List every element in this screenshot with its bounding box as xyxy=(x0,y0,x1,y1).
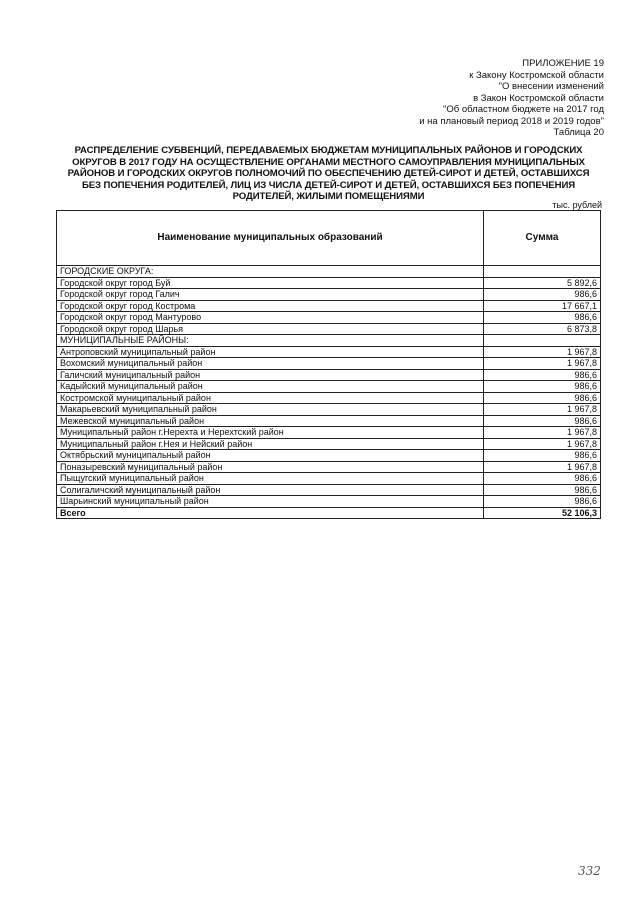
header-line: Таблица 20 xyxy=(553,127,604,138)
table-row xyxy=(57,369,601,381)
header-line: к Закону Костромской области xyxy=(469,69,604,81)
row-value: 986,6 xyxy=(484,289,601,301)
row-value: 1 967,8 xyxy=(484,346,601,358)
row-value: 1 967,8 xyxy=(484,438,601,450)
column-header-name: Наименование муниципальных образований xyxy=(57,211,484,266)
title-line: ОКРУГОВ В 2017 ГОДУ НА ОСУЩЕСТВЛЕНИЕ ОРГАНАМИ МЕСТНОГО САМОУПРАВЛЕНИЯ МУНИЦИПАЛЬНЫХ xyxy=(72,156,585,168)
row-name: Шарьинский муниципальный район xyxy=(57,496,484,508)
table-row xyxy=(57,427,601,439)
table-row xyxy=(57,277,601,289)
row-name: Костромской муниципальный район xyxy=(57,392,484,404)
table-body xyxy=(57,266,601,519)
row-name: ГОРОДСКИЕ ОКРУГА: xyxy=(57,266,484,278)
row-name: Октябрьский муниципальный район xyxy=(57,450,484,462)
row-name: Макарьевский муниципальный район xyxy=(57,404,484,416)
table-row xyxy=(57,289,601,301)
total-label: Всего xyxy=(57,507,484,519)
table-row xyxy=(57,358,601,370)
subsidy-table xyxy=(56,210,601,519)
row-value: 986,6 xyxy=(484,312,601,324)
row-value: 986,6 xyxy=(484,473,601,485)
row-name: Городской округ город Кострома xyxy=(57,300,484,312)
title-line: РАСПРЕДЕЛЕНИЕ СУБВЕНЦИЙ, ПЕРЕДАВАЕМЫХ БЮДЖЕТАМ МУНИЦИПАЛЬНЫХ РАЙОНОВ И ГОРОДСКИХ xyxy=(74,145,583,156)
row-name: Муниципальный район г.Нея и Нейский район xyxy=(57,438,484,450)
row-value: 986,6 xyxy=(484,381,601,393)
row-value: 1 967,8 xyxy=(484,358,601,370)
row-value xyxy=(484,266,601,278)
row-name: Кадыйский муниципальный район xyxy=(57,381,484,393)
document-title xyxy=(56,145,601,203)
table-row xyxy=(57,484,601,496)
row-value: 986,6 xyxy=(484,392,601,404)
row-value: 5 892,6 xyxy=(484,277,601,289)
row-name: Вохомский муниципальный район xyxy=(57,358,484,370)
table-row xyxy=(57,346,601,358)
row-name: Антроповский муниципальный район xyxy=(57,346,484,358)
table-row xyxy=(57,461,601,473)
table-row xyxy=(57,404,601,416)
row-value: 986,6 xyxy=(484,415,601,427)
total-value: 52 106,3 xyxy=(484,507,601,519)
row-name: Городской округ город Буй xyxy=(57,277,484,289)
row-name: Городской округ город Галич xyxy=(57,289,484,301)
header-line: ПРИЛОЖЕНИЕ 19 xyxy=(522,58,604,69)
table-row xyxy=(57,312,601,324)
header-line: "О внесении изменений xyxy=(498,81,604,92)
units-label: тыс. рублей xyxy=(552,200,602,210)
row-name: Муниципальный район г.Нерехта и Нерехтский район xyxy=(57,427,484,439)
handwritten-page-number: 332 xyxy=(578,864,601,878)
table-row xyxy=(57,266,601,278)
row-name: Солигаличский муниципальный район xyxy=(57,484,484,496)
row-name: Городской округ город Мантурово xyxy=(57,312,484,324)
title-line: РОДИТЕЛЕЙ, ЖИЛЫМИ ПОМЕЩЕНИЯМИ xyxy=(232,191,425,203)
total-row xyxy=(57,507,601,519)
table-row xyxy=(57,300,601,312)
row-value: 17 667,1 xyxy=(484,300,601,312)
row-name: Галичский муниципальный район xyxy=(57,369,484,381)
table-row xyxy=(57,381,601,393)
row-name: Поназыревский муниципальный район xyxy=(57,461,484,473)
row-name: МУНИЦИПАЛЬНЫЕ РАЙОНЫ: xyxy=(57,335,484,347)
row-name: Пыщугский муниципальный район xyxy=(57,473,484,485)
table-row xyxy=(57,473,601,485)
row-value: 986,6 xyxy=(484,484,601,496)
row-value: 1 967,8 xyxy=(484,427,601,439)
header-line: в Закон Костромской области xyxy=(473,92,604,104)
table-header-row xyxy=(57,211,601,266)
row-value: 986,6 xyxy=(484,496,601,508)
table-row xyxy=(57,415,601,427)
row-value: 1 967,8 xyxy=(484,404,601,416)
column-header-sum: Сумма xyxy=(484,211,601,266)
row-name: Городской округ город Шарья xyxy=(57,323,484,335)
table-row xyxy=(57,335,601,347)
row-value: 986,6 xyxy=(484,450,601,462)
table-row xyxy=(57,438,601,450)
table-row xyxy=(57,392,601,404)
header-line: и на плановый период 2018 и 2019 годов" xyxy=(419,115,604,127)
table-row xyxy=(57,496,601,508)
row-value: 986,6 xyxy=(484,369,601,381)
appendix-header xyxy=(304,58,604,139)
row-value: 6 873,8 xyxy=(484,323,601,335)
table-row xyxy=(57,450,601,462)
row-name: Межевской муниципальный район xyxy=(57,415,484,427)
row-value: 1 967,8 xyxy=(484,461,601,473)
header-line: "Об областном бюджете на 2017 год xyxy=(443,104,604,115)
title-line: РАЙОНОВ И ГОРОДСКИХ ОКРУГОВ ПОЛНОМОЧИЙ ПО ОБЕСПЕЧЕНИЮ ДЕТЕЙ-СИРОТ И ДЕТЕЙ, ОСТАВШИХСЯ xyxy=(67,168,590,180)
table-row xyxy=(57,323,601,335)
row-value xyxy=(484,335,601,347)
title-line: БЕЗ ПОПЕЧЕНИЯ РОДИТЕЛЕЙ, ЛИЦ ИЗ ЧИСЛА ДЕТЕЙ-СИРОТ И ДЕТЕЙ, ОСТАВШИХСЯ БЕЗ ПОПЕЧЕНИЯ xyxy=(81,179,576,191)
